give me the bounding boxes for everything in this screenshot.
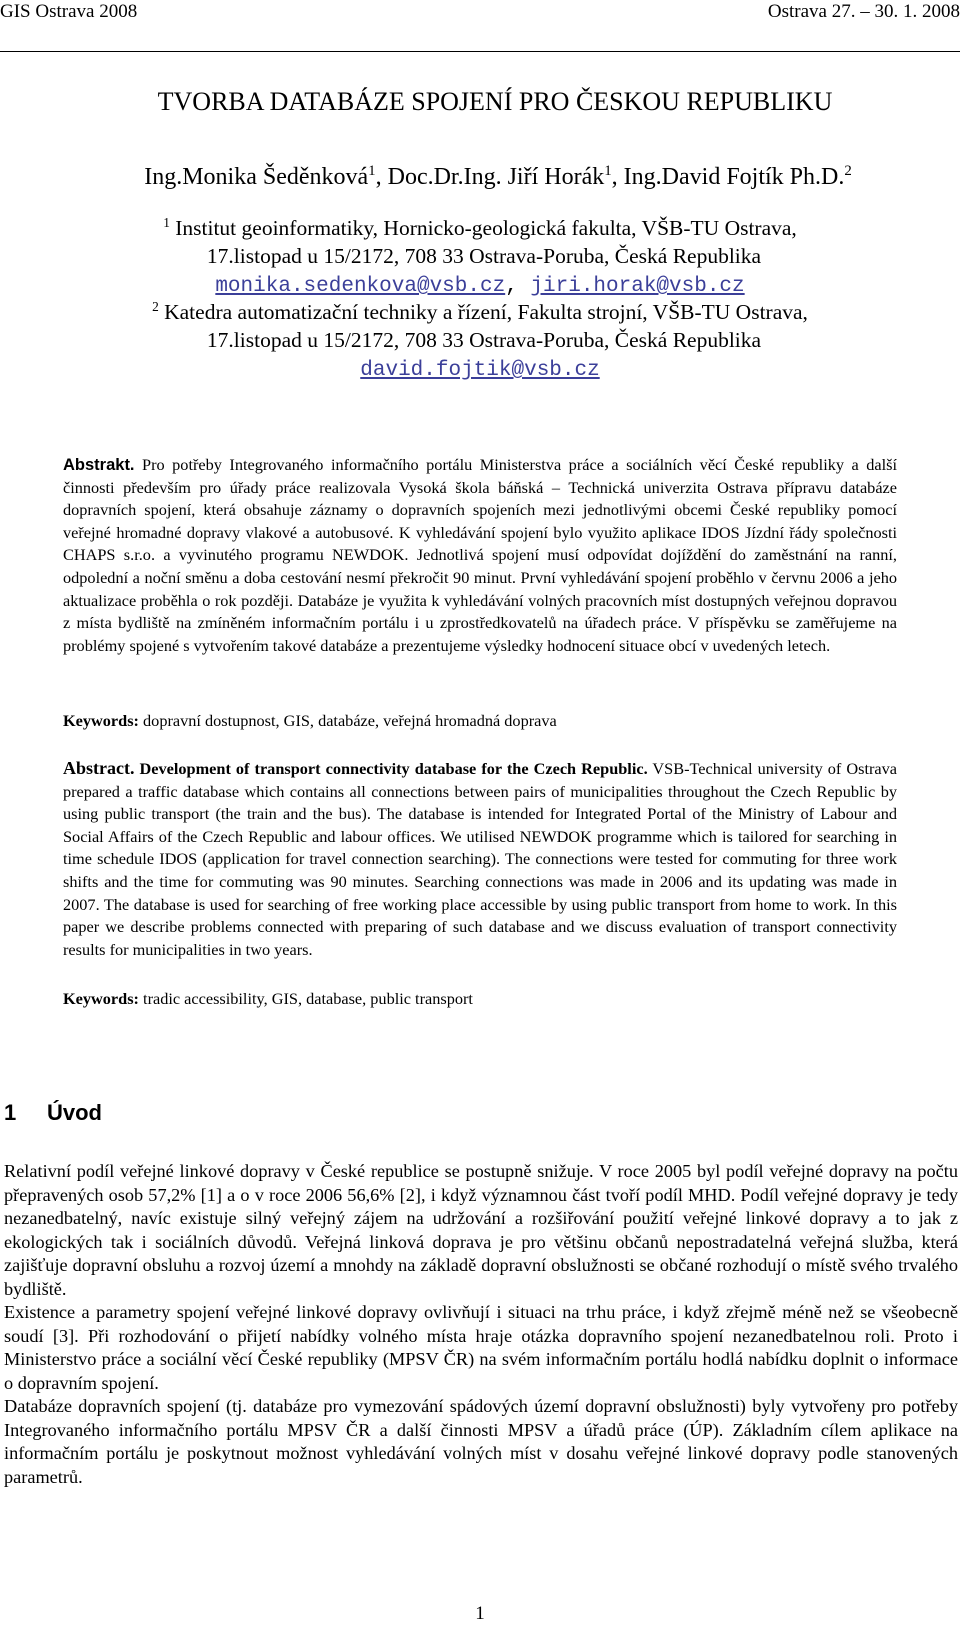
email-link[interactable]: david.fojtik@vsb.cz [360,359,600,382]
abstract-title: Development of transport connectivity database for the Czech Republic. [134,759,648,778]
affiliation-emails [0,270,960,301]
keywords-text: dopravní dostupnost, GIS, databáze, veřejná hromadná doprava [138,711,557,730]
affiliation-text: Institut geoinformatiky, Hornicko-geologická fakulta, VŠB-TU Ostrava, [169,216,797,240]
affiliation-emails [0,354,960,385]
keywords-text: tradic accessibility, GIS, database, public transport [138,989,473,1008]
author-affiliation-mark: 1 [604,163,612,179]
author-name: , Doc.Dr.Ing. Jiří Horák [375,164,605,190]
abstract-label: Abstract. [63,758,135,778]
header-rule [0,51,960,52]
section-number: 1 [4,1100,17,1125]
affiliation-text: Katedra automatizační techniky a řízení, Fakulta strojní, VŠB-TU Ostrava, [158,300,808,324]
section-body [4,1160,958,1489]
affiliation-address: 17.listopad u 15/2172, 708 33 Ostrava-Poruba, Česká Republika [206,244,762,268]
body-paragraph: Relativní podíl veřejné linkové dopravy v České republice se postupně snižuje. V roce 2005 byl podíl veřejné dopravy na počtu přepravených osob 57,2% [1] a o v roce 2006 56,6% [2], i když významnou část tvoří podíl MHD. Podíl veřejné dopravy je tedy nezanedbatelný, navíc existuje silný veřejný zájem na udržování a rozšiřování použití veřejné linkové dopravy a to jak z ekologických tak i sociálních důvodů. Veřejná linková doprava je pro většinu občanů nepostradatelná veřejná služba, která zajišťuje dopravní obsluhu a rozvoj území a mnohdy na základě dopravní obslužnosti se občané rozhodují o místě svého trvalého bydliště. [4,1161,958,1299]
running-header [0,0,960,52]
author-affiliation-mark: 1 [368,163,376,179]
abstract-english [63,757,897,961]
affiliation-line [0,214,960,242]
paper-title: TVORBA DATABÁZE SPOJENÍ PRO ČESKOU REPUBLIKU [157,87,833,116]
author-name: , Ing.David Fojtík Ph.D. [611,164,845,190]
keywords-label: Keywords: [63,711,139,730]
body-paragraph: Existence a parametry spojení veřejné linkové dopravy ovlivňují i situaci na trhu práce, i když zřejmě méně než se všeobecně soudí [3]. Při rozhodování o přijetí nabídky volného místa hraje otázka dopravního spojení nezanedbatelnou roli. Proto i Ministerstvo práce a sociální věcí České republiky (MPSV ČR) na svém informačním portálu hodlá nabídku doplnit o informace o dopravním spojení. [4,1302,958,1393]
author-affiliation-mark: 2 [844,163,852,179]
email-separator: , [505,275,531,298]
keywords-english [63,988,897,1010]
abstract-text: Pro potřeby Integrovaného informačního portálu Ministerstva práce a sociálních věcí České republiky a další činnosti především pro úřady práce realizovala Vysoká škola báňská – Technická univerzita Ostrava přípravu databáze dopravních spojení, která obsahuje záznamy o dopravních spojeních mezi jednotlivými obcemi České republiky pomocí veřejné hromadné dopravy vlakové a autobusové. K vyhledávání spojení bylo využito aplikace IDOS Jízdní řády společnosti CHAPS s.r.o. a vyvinutého programu NEWDOK. Jednotlivá spojení musí odpovídat dojíždění do zaměstnání na ranní, odpolední a noční směnu a doba cestování nesmí překročit 90 minut. První vyhledávání spojení proběhlo v červnu 2006 a jeho aktualizace proběhla o rok později. Databáze je využita k vyhledávání volných pracovních míst dostupných veřejnou dopravou z místa bydliště na zmíněném informačním portálu i u zprostředkovatelů na úřadech práce. V příspěvku se zaměřujeme na problémy spojené s vytvořením takové databáze a prezentujeme výsledky hodnocení situace obcí v uvedených letech. [63,455,897,655]
abstract-czech [63,454,897,657]
conference-date: Ostrava 27. – 30. 1. 2008 [767,1,960,22]
author-list [0,162,960,192]
abstract-label: Abstrakt. [63,456,135,474]
section-heading [4,1099,102,1127]
email-link[interactable]: monika.sedenkova@vsb.cz [215,275,506,298]
conference-name: GIS Ostrava 2008 [0,1,138,22]
affiliation-mark: 2 [152,298,159,314]
affiliation-address: 17.listopad u 15/2172, 708 33 Ostrava-Poruba, Česká Republika [206,328,762,352]
keywords-label: Keywords: [63,989,139,1008]
abstract-text: VSB-Technical university of Ostrava prepared a traffic database which contains all connections between pairs of municipalities throughout the Czech Republic by using public transport (the train and the bus). The database is intended for Integrated Portal of the Ministry of Labour and Social Affairs of the Czech Republic and labour offices. We utilised NEWDOK programme which is tailored for searching in time schedule IDOS (application for travel connection searching). The connections were tested for commuting for three work shifts and the time for commuting was 90 minutes. Searching connections was made in 2006 and its updating was made in 2007. The database is used for searching of free working place accessible by using public transport from home to work. In this paper we describe problems connected with preparing of such database and we discuss evaluation of transport connectivity results for municipalities in two years. [63,759,898,959]
section-title: Úvod [47,1100,102,1125]
affiliation-2 [0,298,960,385]
affiliation-mark: 1 [163,214,170,230]
email-link[interactable]: jiri.horak@vsb.cz [530,275,745,298]
keywords-czech [63,710,897,732]
author-name: Ing.Monika Šeděnková [144,164,369,190]
affiliation-line [0,298,960,326]
affiliation-1 [0,214,960,301]
page-number: 1 [475,1603,485,1624]
body-paragraph: Databáze dopravních spojení (tj. databáze pro vymezování spádových území dopravní obslužnosti) byly vytvořeny pro potřeby Integrovaného informačního portálu MPSV ČR a další činnosti MPSV a úřadů práce (ÚP). Základním cílem aplikace na informačním portálu je poskytnout možnost vyhledávání volných míst v dosahu veřejné linkové dopravy podle stanovených parametrů. [4,1396,958,1487]
